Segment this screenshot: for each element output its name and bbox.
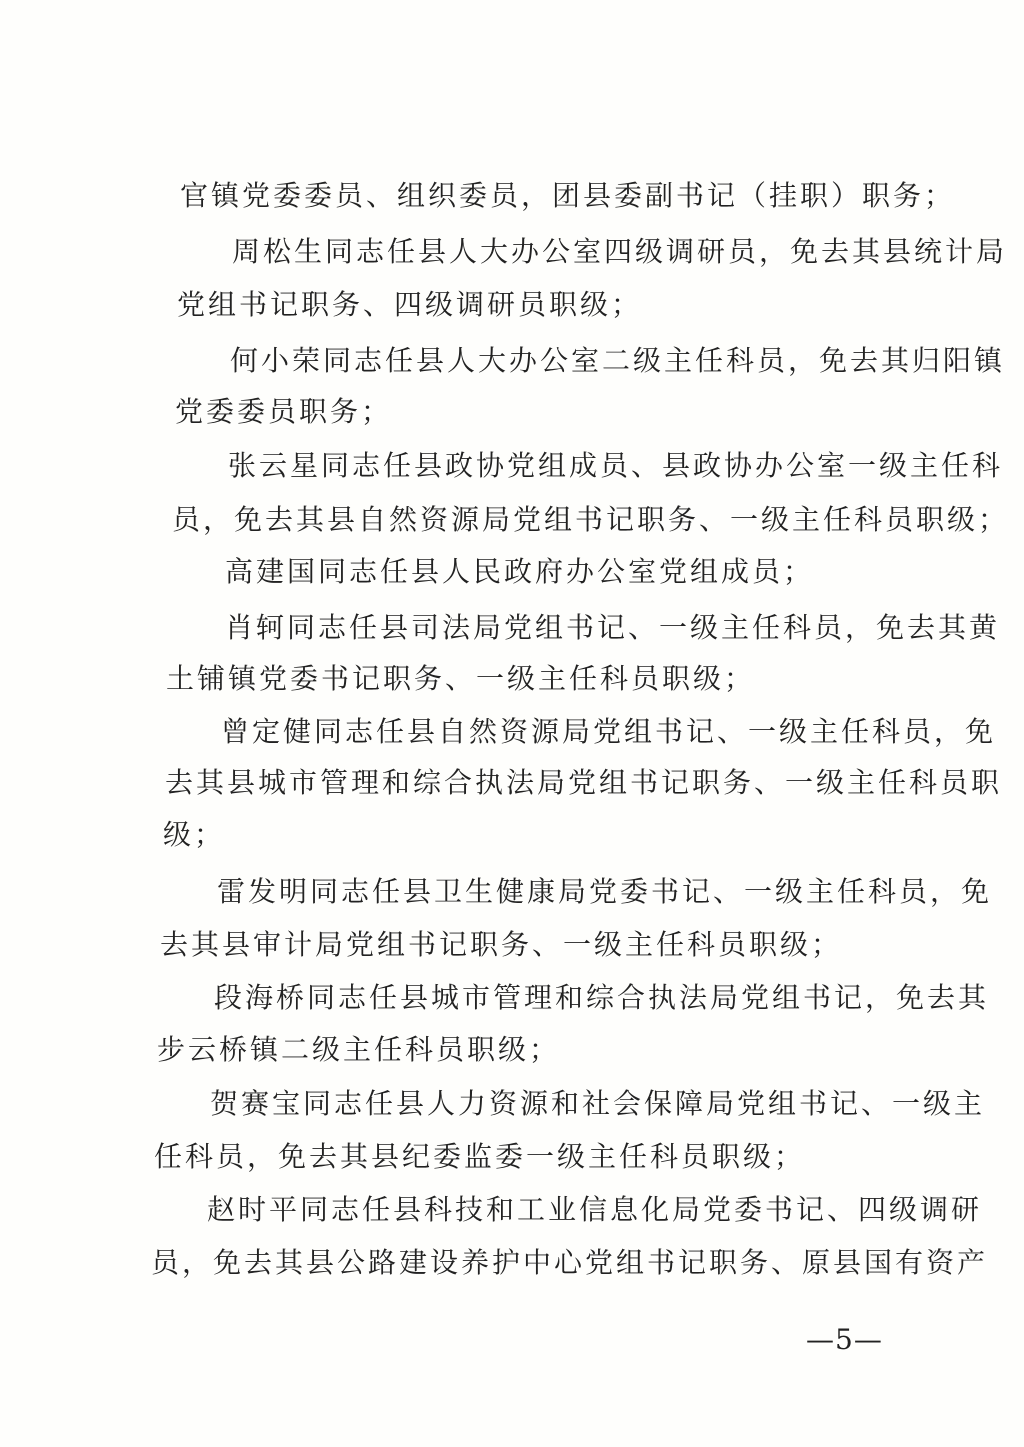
text-line-19: 任科员，免去其县纪委监委一级主任科员职级； [154,1140,806,1173]
text-line-11: 曾定健同志任县自然资源局党组书记、一级主任科员，免 [221,715,997,748]
text-line-2: 周松生同志任县人大办公室四级调研员，免去其县统计局 [232,235,1008,268]
text-line-10: 土铺镇党委书记职务、一级主任科员职级； [166,662,756,695]
text-line-1: 官镇党委委员、组织委员，团县委副书记（挂职）职务； [180,179,956,212]
text-line-9: 肖轲同志任县司法局党组书记、一级主任科员，免去其黄 [225,611,1001,644]
text-line-18: 贺赛宝同志任县人力资源和社会保障局党组书记、一级主 [210,1087,986,1120]
text-line-8: 高建国同志任县人民政府办公室党组成员； [225,555,815,588]
text-line-5: 党委委员职务； [175,395,393,428]
text-line-4: 何小荣同志任县人大办公室二级主任科员，免去其归阳镇 [230,344,1006,377]
text-line-21: 员，免去其县公路建设养护中心党组书记职务、原县国有资产 [151,1246,989,1279]
text-line-17: 步云桥镇二级主任科员职级； [157,1033,561,1066]
text-line-12: 去其县城市管理和综合执法局党组书记职务、一级主任科员职 [165,766,1003,799]
text-line-3: 党组书记职务、四级调研员职级； [177,288,643,321]
text-line-7: 员，免去其县自然资源局党组书记职务、一级主任科员职级； [172,503,1010,536]
text-line-16: 段海桥同志任县城市管理和综合执法局党组书记，免去其 [214,981,990,1014]
text-line-14: 雷发明同志任县卫生健康局党委书记、一级主任科员，免 [217,875,993,908]
text-line-13: 级； [163,818,226,851]
text-line-15: 去其县审计局党组书记职务、一级主任科员职级； [160,928,843,961]
text-line-6: 张云星同志任县政协党组成员、县政协办公室一级主任科 [228,449,1004,482]
page-number: —5— [806,1323,883,1356]
text-line-20: 赵时平同志任县科技和工业信息化局党委书记、四级调研 [207,1193,983,1226]
